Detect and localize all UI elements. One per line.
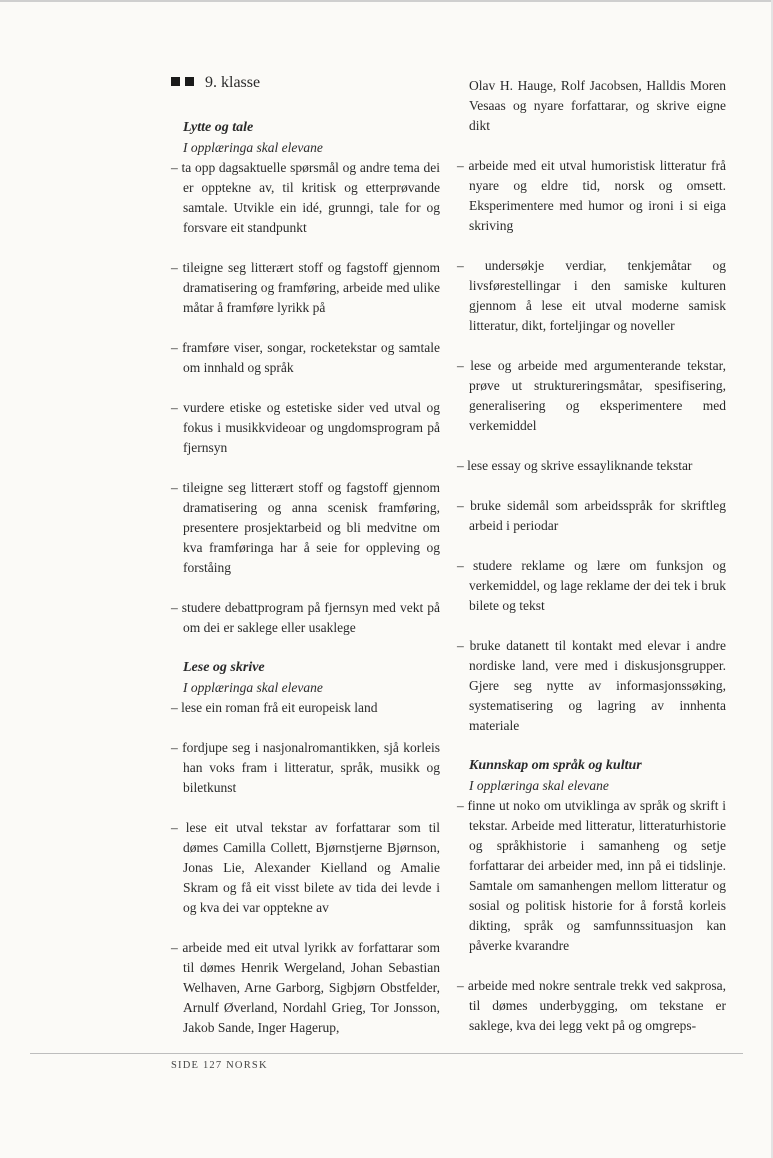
section-subtitle: I opplæringa skal elevane <box>183 680 323 695</box>
list-item: – framføre viser, songar, rocketekstar og samtale om innhald og språk <box>171 340 440 375</box>
list-item: – tileigne seg litterært stoff og fagstoff gjennom dramatisering og anna scenisk framføring, presentere prosjektarbeid og bli medvitne om kva framføringa har å seie for oppleving og forståing <box>171 480 440 575</box>
list-item: – arbeide med eit utval lyrikk av forfattarar som til dømes Henrik Wergeland, Johan Sebastian Welhaven, Arne Garborg, Sigbjørn Obstfelder, Arnulf Øverland, Nordahl Grieg, Tor Jonsson, Jakob Sande, Inger Hagerup, <box>171 940 440 1035</box>
footer-divider <box>30 1053 743 1054</box>
list-item: – lese ein roman frå eit europeisk land <box>171 700 378 715</box>
list-item: – finne ut noko om utviklinga av språk og skrift i tekstar. Arbeide med litteratur, litteraturhistorie og språkhistorie i samanheng og setje forfattarar dei arbeider med, inn på ei tidslinje. Samtale om samanhengen mellom litteratur og sosial og politisk historie for å forstå korleis dikting, språk og samfunnssituasjon kan påverke kvarandre <box>457 798 726 953</box>
list-item: – studere reklame og lære om funksjon og verkemiddel, og lage reklame der dei tek i bruk bilete og tekst <box>457 558 726 613</box>
list-item: – undersøkje verdiar, tenkjemåtar og livsførestellingar i den samiske kulturen gjennom å lese eit utval moderne samisk litteratur, dikt, forteljingar og noveller <box>457 258 726 333</box>
list-item: – bruke sidemål som arbeidsspråk for skriftleg arbeid i periodar <box>457 498 726 533</box>
section-title-lese-og-skrive: Lese og skrive <box>183 660 265 675</box>
section-title-lytte-og-tale: Lytte og tale <box>183 120 254 135</box>
page-footer: SIDE 127 NORSK <box>171 1060 268 1071</box>
list-item: – lese essay og skrive essayliknande tekstar <box>457 458 693 473</box>
list-item: – bruke datanett til kontakt med elevar i andre nordiske land, vere med i diskusjonsgrupper. Gjere seg nytte av informasjonssøking, systematisering og lagring av innhenta materiale <box>457 638 726 733</box>
list-item: – tileigne seg litterært stoff og fagstoff gjennom dramatisering og framføring, arbeide med ulike måtar å framføre lyrikk på <box>171 260 440 315</box>
list-item: – arbeide med nokre sentrale trekk ved sakprosa, til dømes underbygging, om tekstane er saklege, kva dei legg vekt på og omgreps- <box>457 978 726 1033</box>
list-item: – studere debattprogram på fjernsyn med vekt på om dei er saklege eller usaklege <box>171 600 440 635</box>
page-top-edge <box>0 0 773 2</box>
list-item: – fordjupe seg i nasjonalromantikken, sjå korleis han voks fram i litteratur, språk, musikk og biletkunst <box>171 740 440 795</box>
list-item-continuation: Olav H. Hauge, Rolf Jacobsen, Halldis Moren Vesaas og nyare forfattarar, og skrive eigne dikt <box>469 78 726 133</box>
right-column <box>457 76 726 1036</box>
list-item: – lese og arbeide med argumenterande tekstar, prøve ut struktureringsmåtar, spesifisering, generalisering og eksperimentere med verkemiddel <box>457 358 726 433</box>
square-bullet-icon <box>171 77 180 86</box>
grade-heading-text: 9. klasse <box>205 74 261 91</box>
section-subtitle: I opplæringa skal elevane <box>183 140 323 155</box>
list-item: – vurdere etiske og estetiske sider ved utval og fokus i musikkvideoar og ungdomsprogram på fjernsyn <box>171 400 440 455</box>
list-item: – ta opp dagsaktuelle spørsmål og andre tema dei er opptekne av, til kritisk og etterprøvande samtale. Utvikle ein idé, grunngi, tale for og forsvare eit standpunkt <box>171 160 440 235</box>
list-item: – arbeide med eit utval humoristisk litteratur frå nyare og eldre tid, norsk og omsett. Eksperimentere med humor og ironi i si eiga skriving <box>457 158 726 233</box>
grade-heading <box>171 74 440 92</box>
left-column <box>171 74 440 1038</box>
list-item: – lese eit utval tekstar av forfattarar som til dømes Camilla Collett, Bjørnstjerne Bjørnson, Jonas Lie, Alexander Kielland og Amalie Skram og få eit visst bilete av tida dei levde i og kva dei var opptekne av <box>171 820 440 915</box>
section-title-kunnskap-om-sprak-og-kultur: Kunnskap om språk og kultur <box>469 758 642 773</box>
section-subtitle: I opplæringa skal elevane <box>469 778 609 793</box>
square-bullet-icon <box>185 77 194 86</box>
